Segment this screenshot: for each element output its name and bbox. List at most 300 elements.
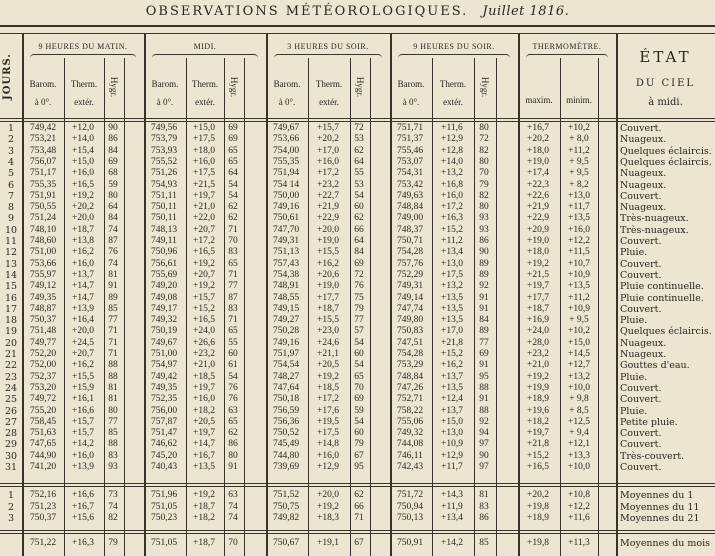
table-cell: +16,4: [72, 315, 94, 326]
table-cell: +24,0: [193, 326, 215, 337]
table-row: [0, 383, 715, 394]
table-cell: 748,84: [396, 202, 424, 213]
sky-state: Couvert.: [620, 258, 662, 270]
table-cell: 750,19: [150, 326, 178, 337]
table-cell: +18,2: [193, 513, 215, 523]
table-cell: +10,2: [568, 123, 590, 133]
table-cell: 71: [108, 349, 118, 359]
table-cell: +14,5: [568, 349, 590, 359]
table-cell: 753,21: [29, 134, 57, 145]
table-cell: +12,1: [568, 439, 590, 450]
table-cell: +14,7: [72, 292, 94, 303]
table-cell: 753,79: [150, 134, 178, 145]
table-cell: +19,0: [317, 236, 339, 246]
table-cell: +15,5: [317, 315, 339, 326]
table-cell: +12,9: [317, 462, 339, 472]
table-cell: 740,43: [150, 462, 178, 472]
table-cell: 93: [479, 224, 489, 235]
table-cell: 64: [354, 236, 364, 246]
day-number: 5: [7, 168, 15, 180]
day-number: 31: [4, 462, 18, 473]
table-cell: +13,5: [568, 281, 590, 292]
table-cell: 97: [479, 462, 489, 472]
table-cell: 65: [228, 258, 238, 269]
table-cell: 754,28: [396, 349, 424, 359]
rule-line: [0, 530, 715, 531]
table-cell: 63: [228, 405, 238, 416]
table-cell: 748,91: [272, 281, 300, 292]
table-cell: +13,5: [441, 292, 463, 303]
table-cell: +16,0: [317, 156, 339, 167]
table-cell: +19,8: [527, 501, 549, 512]
etat-header: ÉTAT: [639, 48, 692, 66]
maxim-header: maxim.: [525, 95, 553, 105]
table-cell: 76: [108, 247, 118, 258]
table-cell: +14,8: [317, 439, 339, 450]
table-row: [0, 326, 715, 337]
table-cell: 748,60: [29, 236, 57, 246]
table-cell: 753,93: [150, 145, 178, 156]
table-cell: +13,5: [568, 213, 590, 224]
table-cell: +16,0: [72, 450, 94, 461]
table-cell: 755,69: [150, 269, 178, 280]
table-cell: 753,66: [29, 258, 57, 269]
table-cell: 749,17: [150, 303, 178, 314]
group-header: THERMOMÈTRE.: [532, 42, 602, 51]
group-header: MIDI.: [193, 42, 217, 51]
day-number: 27: [4, 416, 18, 428]
table-cell: +20,7: [193, 269, 215, 280]
table-cell: 83: [228, 303, 238, 314]
table-cell: +22,9: [527, 213, 549, 224]
table-cell: 749,32: [150, 315, 178, 326]
table-cell: 748,13: [150, 224, 178, 235]
table-cell: 79: [354, 439, 364, 450]
table-cell: 67: [354, 450, 364, 461]
table-cell: 80: [479, 123, 489, 133]
table-cell: 79: [354, 303, 364, 314]
table-cell: 749,15: [272, 303, 300, 314]
table-cell: 95: [354, 462, 364, 472]
table-cell: +15,2: [527, 450, 549, 461]
table-cell: 756,61: [150, 258, 178, 269]
sky-state: Couvert.: [620, 123, 662, 134]
sky-state: Moyennes du 1: [620, 490, 694, 501]
table-cell: + 9,5: [569, 315, 589, 326]
table-cell: +13,2: [568, 371, 590, 382]
day-number: 25: [4, 394, 18, 406]
therm-sub-header: extér.: [74, 97, 94, 107]
day-number: 2: [7, 134, 15, 146]
day-number: 11: [4, 236, 18, 247]
table-cell: 80: [479, 202, 489, 213]
table-cell: 751,13: [272, 247, 300, 258]
table-cell: +16,8: [441, 179, 463, 190]
table-cell: +13,0: [441, 258, 463, 269]
table-cell: +17,6: [317, 405, 339, 416]
therm-header: Therm.: [315, 79, 343, 89]
table-cell: +19,2: [193, 490, 215, 500]
table-cell: 747,51: [396, 337, 424, 348]
table-cell: 749,82: [272, 513, 300, 523]
table-cell: +14,7: [72, 281, 94, 292]
table-cell: 750,75: [272, 501, 300, 512]
table-cell: 751,63: [29, 428, 57, 439]
table-cell: 755,97: [29, 269, 57, 280]
table-cell: 83: [108, 450, 118, 461]
table-cell: +10,9: [568, 303, 590, 314]
therm-header: Therm.: [439, 79, 467, 89]
day-number: 3: [7, 513, 15, 524]
table-cell: +16,5: [193, 315, 215, 326]
table-cell: 62: [354, 213, 364, 224]
table-cell: 55: [228, 337, 238, 348]
table-cell: 747,70: [272, 224, 300, 235]
table-cell: 752,20: [29, 349, 57, 359]
table-cell: 88: [479, 405, 489, 416]
table-cell: +13,9: [72, 462, 94, 472]
hygr-header: Hygr.: [355, 76, 365, 98]
table-cell: 744,08: [396, 439, 424, 450]
table-cell: +16,0: [317, 450, 339, 461]
table-cell: +11,7: [568, 202, 590, 213]
table-cell: +11,6: [441, 123, 463, 133]
table-cell: +19,7: [193, 382, 215, 393]
table-cell: 79: [108, 538, 118, 548]
table-cell: 751,96: [150, 490, 178, 500]
table-cell: 73: [108, 490, 118, 500]
table-cell: 82: [108, 513, 118, 523]
table-cell: 84: [354, 247, 364, 258]
table-cell: +20,2: [72, 202, 94, 213]
day-number: 21: [4, 349, 18, 360]
table-cell: +16,0: [441, 190, 463, 201]
table-cell: + 9,4: [569, 428, 589, 439]
table-cell: 82: [479, 145, 489, 156]
table-cell: +15,0: [72, 156, 94, 167]
sky-state: Couvert.: [620, 428, 662, 440]
table-cell: 72: [479, 134, 489, 145]
table-cell: 81: [479, 490, 489, 500]
table-cell: 755,20: [29, 405, 57, 416]
table-cell: 81: [108, 269, 118, 280]
table-cell: +12,2: [568, 236, 590, 246]
table-cell: 750,61: [272, 213, 300, 224]
summary-row: [0, 490, 715, 501]
table-cell: 60: [354, 349, 364, 359]
table-cell: +19,5: [317, 416, 339, 427]
day-number: 14: [4, 269, 18, 281]
sky-state: Quelques éclaircis.: [620, 326, 712, 338]
table-cell: +16,5: [527, 462, 549, 472]
table-cell: 91: [479, 303, 489, 314]
table-cell: 83: [228, 247, 238, 258]
table-cell: 752,35: [150, 394, 178, 405]
table-cell: +19,6: [527, 405, 549, 416]
table-cell: +16,7: [72, 501, 94, 512]
table-cell: 751,48: [29, 326, 57, 337]
table-cell: +12,2: [568, 501, 590, 512]
day-number: 4: [7, 156, 15, 168]
table-cell: +21,5: [193, 179, 215, 190]
table-cell: +15,7: [193, 292, 215, 303]
table-cell: 88: [108, 360, 118, 371]
table-cell: 758,22: [396, 405, 424, 416]
table-cell: +13,8: [72, 236, 94, 246]
group-header: 3 HEURES DU SOIR.: [287, 42, 369, 51]
table-cell: 756,36: [272, 416, 300, 427]
table-cell: 91: [479, 292, 489, 303]
table-cell: 97: [479, 439, 489, 450]
table-cell: 751,00: [29, 247, 57, 258]
table-cell: +16,0: [72, 258, 94, 269]
table-cell: +21,0: [193, 360, 215, 371]
table-row: [0, 247, 715, 258]
table-cell: 748,55: [272, 292, 300, 303]
table-cell: +13,0: [568, 190, 590, 201]
table-cell: +20,5: [193, 416, 215, 427]
table-cell: 749,67: [150, 337, 178, 348]
table-cell: 748,27: [272, 371, 300, 382]
table-cell: +12,8: [441, 145, 463, 156]
table-cell: +15,9: [72, 382, 94, 393]
table-cell: +19,7: [193, 428, 215, 439]
barom-header: Barom.: [151, 79, 179, 89]
day-number: 8: [7, 202, 15, 214]
barom-sub-header: à 0°.: [34, 97, 52, 107]
day-number: 23: [4, 371, 18, 383]
table-cell: 748,10: [29, 224, 57, 235]
table-cell: 92: [479, 416, 489, 427]
table-cell: 54: [354, 360, 364, 371]
table-cell: 745,20: [150, 450, 178, 461]
day-number: 7: [7, 190, 15, 202]
table-cell: 756,00: [150, 405, 178, 416]
table-cell: +20,0: [72, 326, 94, 337]
table-cell: +10,0: [568, 382, 590, 393]
hygr-header: Hygr.: [109, 76, 119, 98]
table-cell: 749,35: [29, 292, 57, 303]
table-cell: 750,11: [151, 202, 177, 213]
table-cell: +15,4: [72, 145, 94, 156]
table-cell: +20,2: [317, 134, 339, 145]
table-cell: +19,0: [527, 236, 549, 246]
table-cell: 745,49: [272, 439, 300, 450]
table-cell: +16,7: [193, 450, 215, 461]
table-cell: 86: [228, 439, 238, 450]
table-cell: 62: [354, 490, 364, 500]
table-cell: +19,2: [72, 190, 94, 201]
table-cell: 77: [228, 281, 238, 292]
sky-state: Couvert.: [620, 439, 662, 451]
table-cell: +21,0: [193, 202, 215, 213]
table-cell: 744,90: [29, 450, 57, 461]
table-cell: +15,2: [441, 224, 463, 235]
sky-state: Pluie continuelle.: [620, 292, 704, 304]
table-cell: 95: [479, 371, 489, 382]
sky-state: Quelques éclaircis.: [620, 156, 712, 168]
table-cell: +13,7: [441, 405, 463, 416]
table-cell: +19,0: [317, 281, 339, 292]
table-cell: 93: [479, 213, 489, 224]
table-cell: 747,74: [396, 303, 424, 314]
table-cell: +24,6: [317, 337, 339, 348]
table-row: [0, 439, 715, 450]
table-cell: 67: [354, 538, 364, 548]
table-cell: +20,0: [317, 490, 339, 500]
sky-state: Moyennes du 21: [620, 513, 700, 524]
barom-sub-header: à 0°.: [402, 97, 420, 107]
table-cell: 74: [228, 501, 238, 512]
table-cell: +14,7: [193, 439, 215, 450]
table-cell: +13,5: [441, 382, 463, 393]
table-cell: +16,9: [527, 315, 549, 326]
table-cell: 88: [108, 371, 118, 382]
table-cell: 749,14: [396, 292, 424, 303]
table-row: [0, 157, 715, 168]
table-cell: +15,5: [317, 247, 339, 258]
summary-row: [0, 502, 715, 513]
table-cell: 86: [479, 236, 489, 246]
table-cell: +20,2: [527, 490, 549, 500]
table-row: [0, 372, 715, 383]
table-cell: 750,96: [150, 247, 178, 258]
table-cell: 82: [479, 190, 489, 201]
table-cell: 83: [479, 501, 489, 512]
table-cell: 751,24: [29, 213, 57, 224]
table-cell: 53: [354, 179, 364, 190]
table-cell: +13,0: [441, 428, 463, 439]
table-cell: 90: [479, 450, 489, 461]
table-row: [0, 462, 715, 473]
table-cell: 751,72: [396, 490, 424, 500]
table-cell: 751,52: [272, 490, 300, 500]
table-cell: +15,7: [72, 416, 94, 427]
table-cell: 77: [108, 416, 118, 427]
table-cell: 60: [354, 202, 364, 213]
table-cell: 69: [108, 156, 118, 167]
table-cell: +17,5: [441, 269, 463, 280]
table-cell: + 9,5: [569, 156, 589, 167]
day-number: 22: [4, 360, 18, 372]
summary-row: [0, 513, 715, 524]
table-cell: 742,43: [396, 462, 424, 472]
table-cell: +15,6: [72, 513, 94, 523]
table-cell: 749,31: [272, 236, 300, 246]
table-cell: +10,8: [568, 490, 590, 500]
table-cell: 752,00: [29, 360, 57, 371]
title-date: Juillet 1816.: [482, 4, 570, 19]
table-cell: 80: [479, 156, 489, 167]
sky-state: Nuageux.: [620, 349, 667, 360]
table-cell: +18,0: [193, 145, 215, 156]
table-cell: + 8,5: [569, 405, 589, 416]
table-cell: +14,2: [72, 439, 94, 450]
table-cell: +21,9: [317, 202, 339, 213]
table-cell: 71: [354, 513, 364, 523]
table-cell: 746,11: [397, 450, 423, 461]
sky-state: Gouttes d'eau.: [620, 360, 690, 372]
table-cell: 749,20: [150, 281, 178, 292]
table-cell: 54: [354, 337, 364, 348]
table-cell: 70: [228, 538, 238, 548]
table-row: [0, 293, 715, 304]
table-cell: +16,2: [441, 360, 463, 371]
table-cell: +18,0: [527, 145, 549, 156]
table-cell: +23,2: [193, 349, 215, 359]
table-cell: 750,28: [272, 326, 300, 337]
table-cell: +18,9: [527, 513, 549, 523]
table-cell: 92: [479, 281, 489, 292]
table-cell: +13,2: [441, 168, 463, 179]
table-row: [0, 349, 715, 360]
table-cell: +20,9: [527, 224, 549, 235]
table-cell: 756,59: [272, 405, 300, 416]
table-cell: +21,0: [527, 360, 549, 371]
table-cell: +13,5: [193, 462, 215, 472]
sky-state: Couvert.: [620, 190, 662, 202]
day-number: 6: [7, 179, 15, 191]
table-cell: +17,4: [527, 168, 549, 179]
table-cell: +13,9: [72, 303, 94, 314]
table-cell: 74: [108, 224, 118, 235]
rule-line: [0, 121, 715, 122]
table-cell: +16,0: [193, 394, 215, 405]
table-cell: 69: [354, 258, 364, 269]
table-cell: 749,42: [150, 371, 178, 382]
table-cell: +13,4: [441, 247, 463, 258]
table-cell: 53: [354, 134, 364, 145]
day-number: 15: [4, 281, 18, 293]
table-cell: +23,2: [527, 349, 549, 359]
title-text: OBSERVATIONS MÉTÉOROLOGIQUES.: [145, 4, 469, 19]
table-cell: 755,46: [396, 145, 424, 156]
table-cell: 751,94: [272, 168, 300, 179]
table-cell: +19,9: [527, 382, 549, 393]
table-cell: +15,7: [72, 428, 94, 439]
table-cell: +16,0: [193, 156, 215, 167]
table-cell: +20,6: [317, 269, 339, 280]
table-cell: 748,87: [29, 303, 57, 314]
table-cell: 744,80: [272, 450, 300, 461]
table-cell: 69: [479, 349, 489, 359]
table-cell: +17,2: [441, 202, 463, 213]
table-cell: 752,71: [396, 394, 424, 405]
table-cell: 85: [108, 428, 118, 439]
table-cell: 749,56: [150, 123, 178, 133]
table-cell: 76: [354, 281, 364, 292]
sky-state: Couvert.: [620, 303, 662, 315]
table-cell: 87: [228, 292, 238, 303]
table-cell: 65: [354, 371, 364, 382]
table-cell: 89: [479, 326, 489, 337]
table-cell: +19,1: [317, 538, 339, 548]
table-cell: +11,6: [568, 513, 590, 523]
group-header: 9 HEURES DU MATIN.: [38, 42, 128, 51]
table-cell: 54: [354, 416, 364, 427]
brace-line: [526, 54, 608, 58]
table-cell: 54: [354, 190, 364, 201]
table-cell: 91: [228, 462, 238, 472]
minim-header: minim.: [566, 95, 592, 105]
table-cell: +11,2: [568, 292, 590, 303]
brace-line: [274, 54, 382, 58]
table-cell: 748,84: [396, 371, 424, 382]
sky-state: Moyennes du 11: [620, 501, 700, 513]
table-cell: 65: [228, 416, 238, 427]
sky-state: Pluie continuelle.: [620, 281, 704, 293]
table-cell: 72: [354, 123, 364, 133]
